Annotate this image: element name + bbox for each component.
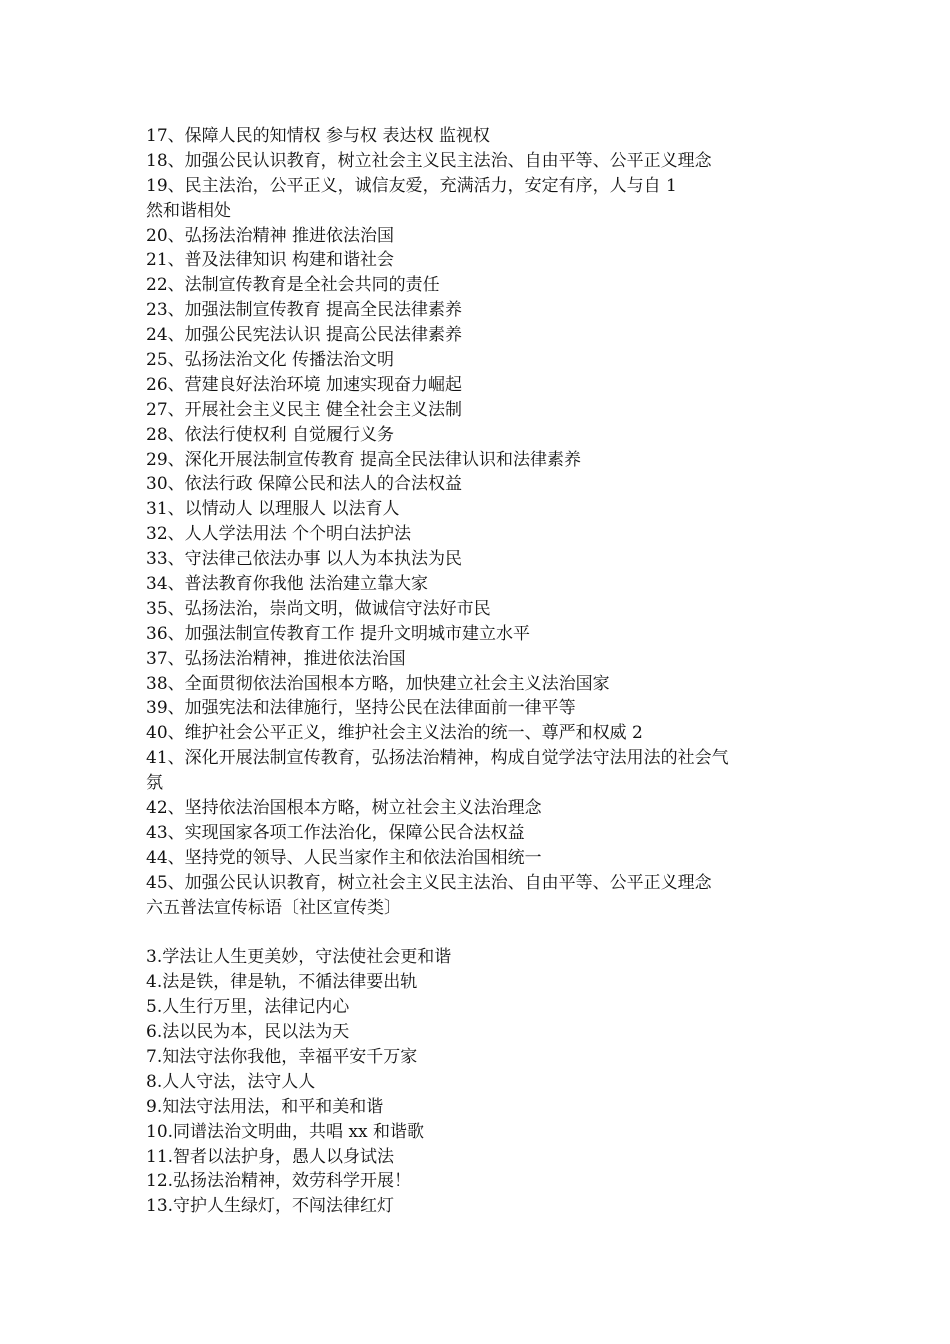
text-line: 5.人生行万里，法律记内心 [146, 997, 350, 1018]
text-line: 44、坚持党的领导、人民当家作主和依法治国相统一 [146, 847, 542, 868]
text-line: 33、守法律己依法办事 以人为本执法为民 [146, 549, 463, 570]
text-line: 22、法制宣传教育是全社会共同的责任 [146, 275, 440, 296]
text-line: 37、弘扬法治精神，推进依法治国 [146, 648, 406, 669]
text-line: 8.人人守法，法守人人 [146, 1071, 316, 1092]
text-line: 13.守护人生绿灯，不闯法律红灯 [146, 1196, 395, 1217]
text-line: 六五普法宣传标语〔社区宣传类〕 [146, 897, 401, 918]
text-line: 43、实现国家各项工作法治化，保障公民合法权益 [146, 822, 525, 843]
text-line: 7.知法守法你我他，幸福平安千万家 [146, 1046, 418, 1067]
text-line: 40、维护社会公平正义，维护社会主义法治的统一、尊严和权威 2 [146, 723, 643, 744]
text-line: 9.知法守法用法，和平和美和谐 [146, 1096, 384, 1117]
text-line: 45、加强公民认识教育，树立社会主义民主法治、自由平等、公平正义理念 [146, 872, 712, 893]
text-line: 28、依法行使权利 自觉履行义务 [146, 424, 395, 445]
text-line: 19、民主法治，公平正义，诚信友爱，充满活力，安定有序，人与自 1 [146, 175, 677, 196]
text-line: 6.法以民为本，民以法为天 [146, 1022, 350, 1043]
text-line: 29、深化开展法制宣传教育 提高全民法律认识和法律素养 [146, 449, 582, 470]
text-line: 4.法是铁，律是轨，不循法律要出轨 [146, 972, 418, 993]
text-line: 10.同谱法治文明曲，共唱 xx 和谐歌 [146, 1121, 425, 1142]
text-line: 38、全面贯彻依法治国根本方略，加快建立社会主义法治国家 [146, 673, 610, 694]
document-body [146, 124, 826, 1219]
text-line: 32、人人学法用法 个个明白法护法 [146, 524, 412, 545]
text-line: 12.弘扬法治精神，效劳科学开展！ [146, 1171, 412, 1192]
text-line: 20、弘扬法治精神 推进依法治国 [146, 225, 395, 246]
text-line: 然和谐相处 [146, 200, 231, 221]
text-line: 氛 [146, 773, 163, 794]
text-line: 34、普法教育你我他 法治建立靠大家 [146, 574, 429, 595]
text-line: 21、普及法律知识 构建和谐社会 [146, 250, 395, 271]
text-line: 25、弘扬法治文化 传播法治文明 [146, 350, 395, 371]
text-line: 3.学法让人生更美妙，守法使社会更和谐 [146, 947, 452, 968]
blank-line [146, 921, 826, 946]
text-line: 41、深化开展法制宣传教育，弘扬法治精神，构成自觉学法守法用法的社会气 [146, 748, 729, 769]
text-line: 27、开展社会主义民主 健全社会主义法制 [146, 399, 463, 420]
text-line: 24、加强公民宪法认识 提高公民法律素养 [146, 325, 463, 346]
text-line: 31、以情动人 以理服人 以法育人 [146, 499, 400, 520]
text-line: 42、坚持依法治国根本方略，树立社会主义法治理念 [146, 798, 542, 819]
text-line: 23、加强法制宣传教育 提高全民法律素养 [146, 300, 463, 321]
text-line: 35、弘扬法治，崇尚文明，做诚信守法好市民 [146, 598, 491, 619]
text-line: 39、加强宪法和法律施行，坚持公民在法律面前一律平等 [146, 698, 576, 719]
text-line: 11.智者以法护身，愚人以身试法 [146, 1146, 395, 1167]
text-line: 17、保障人民的知情权 参与权 表达权 监视权 [146, 126, 490, 146]
text-line: 36、加强法制宣传教育工作 提升文明城市建立水平 [146, 623, 531, 644]
text-line: 26、营建良好法治环境 加速实现奋力崛起 [146, 374, 463, 395]
text-line: 18、加强公民认识教育，树立社会主义民主法治、自由平等、公平正义理念 [146, 150, 712, 171]
text-line: 30、依法行政 保障公民和法人的合法权益 [146, 474, 463, 495]
